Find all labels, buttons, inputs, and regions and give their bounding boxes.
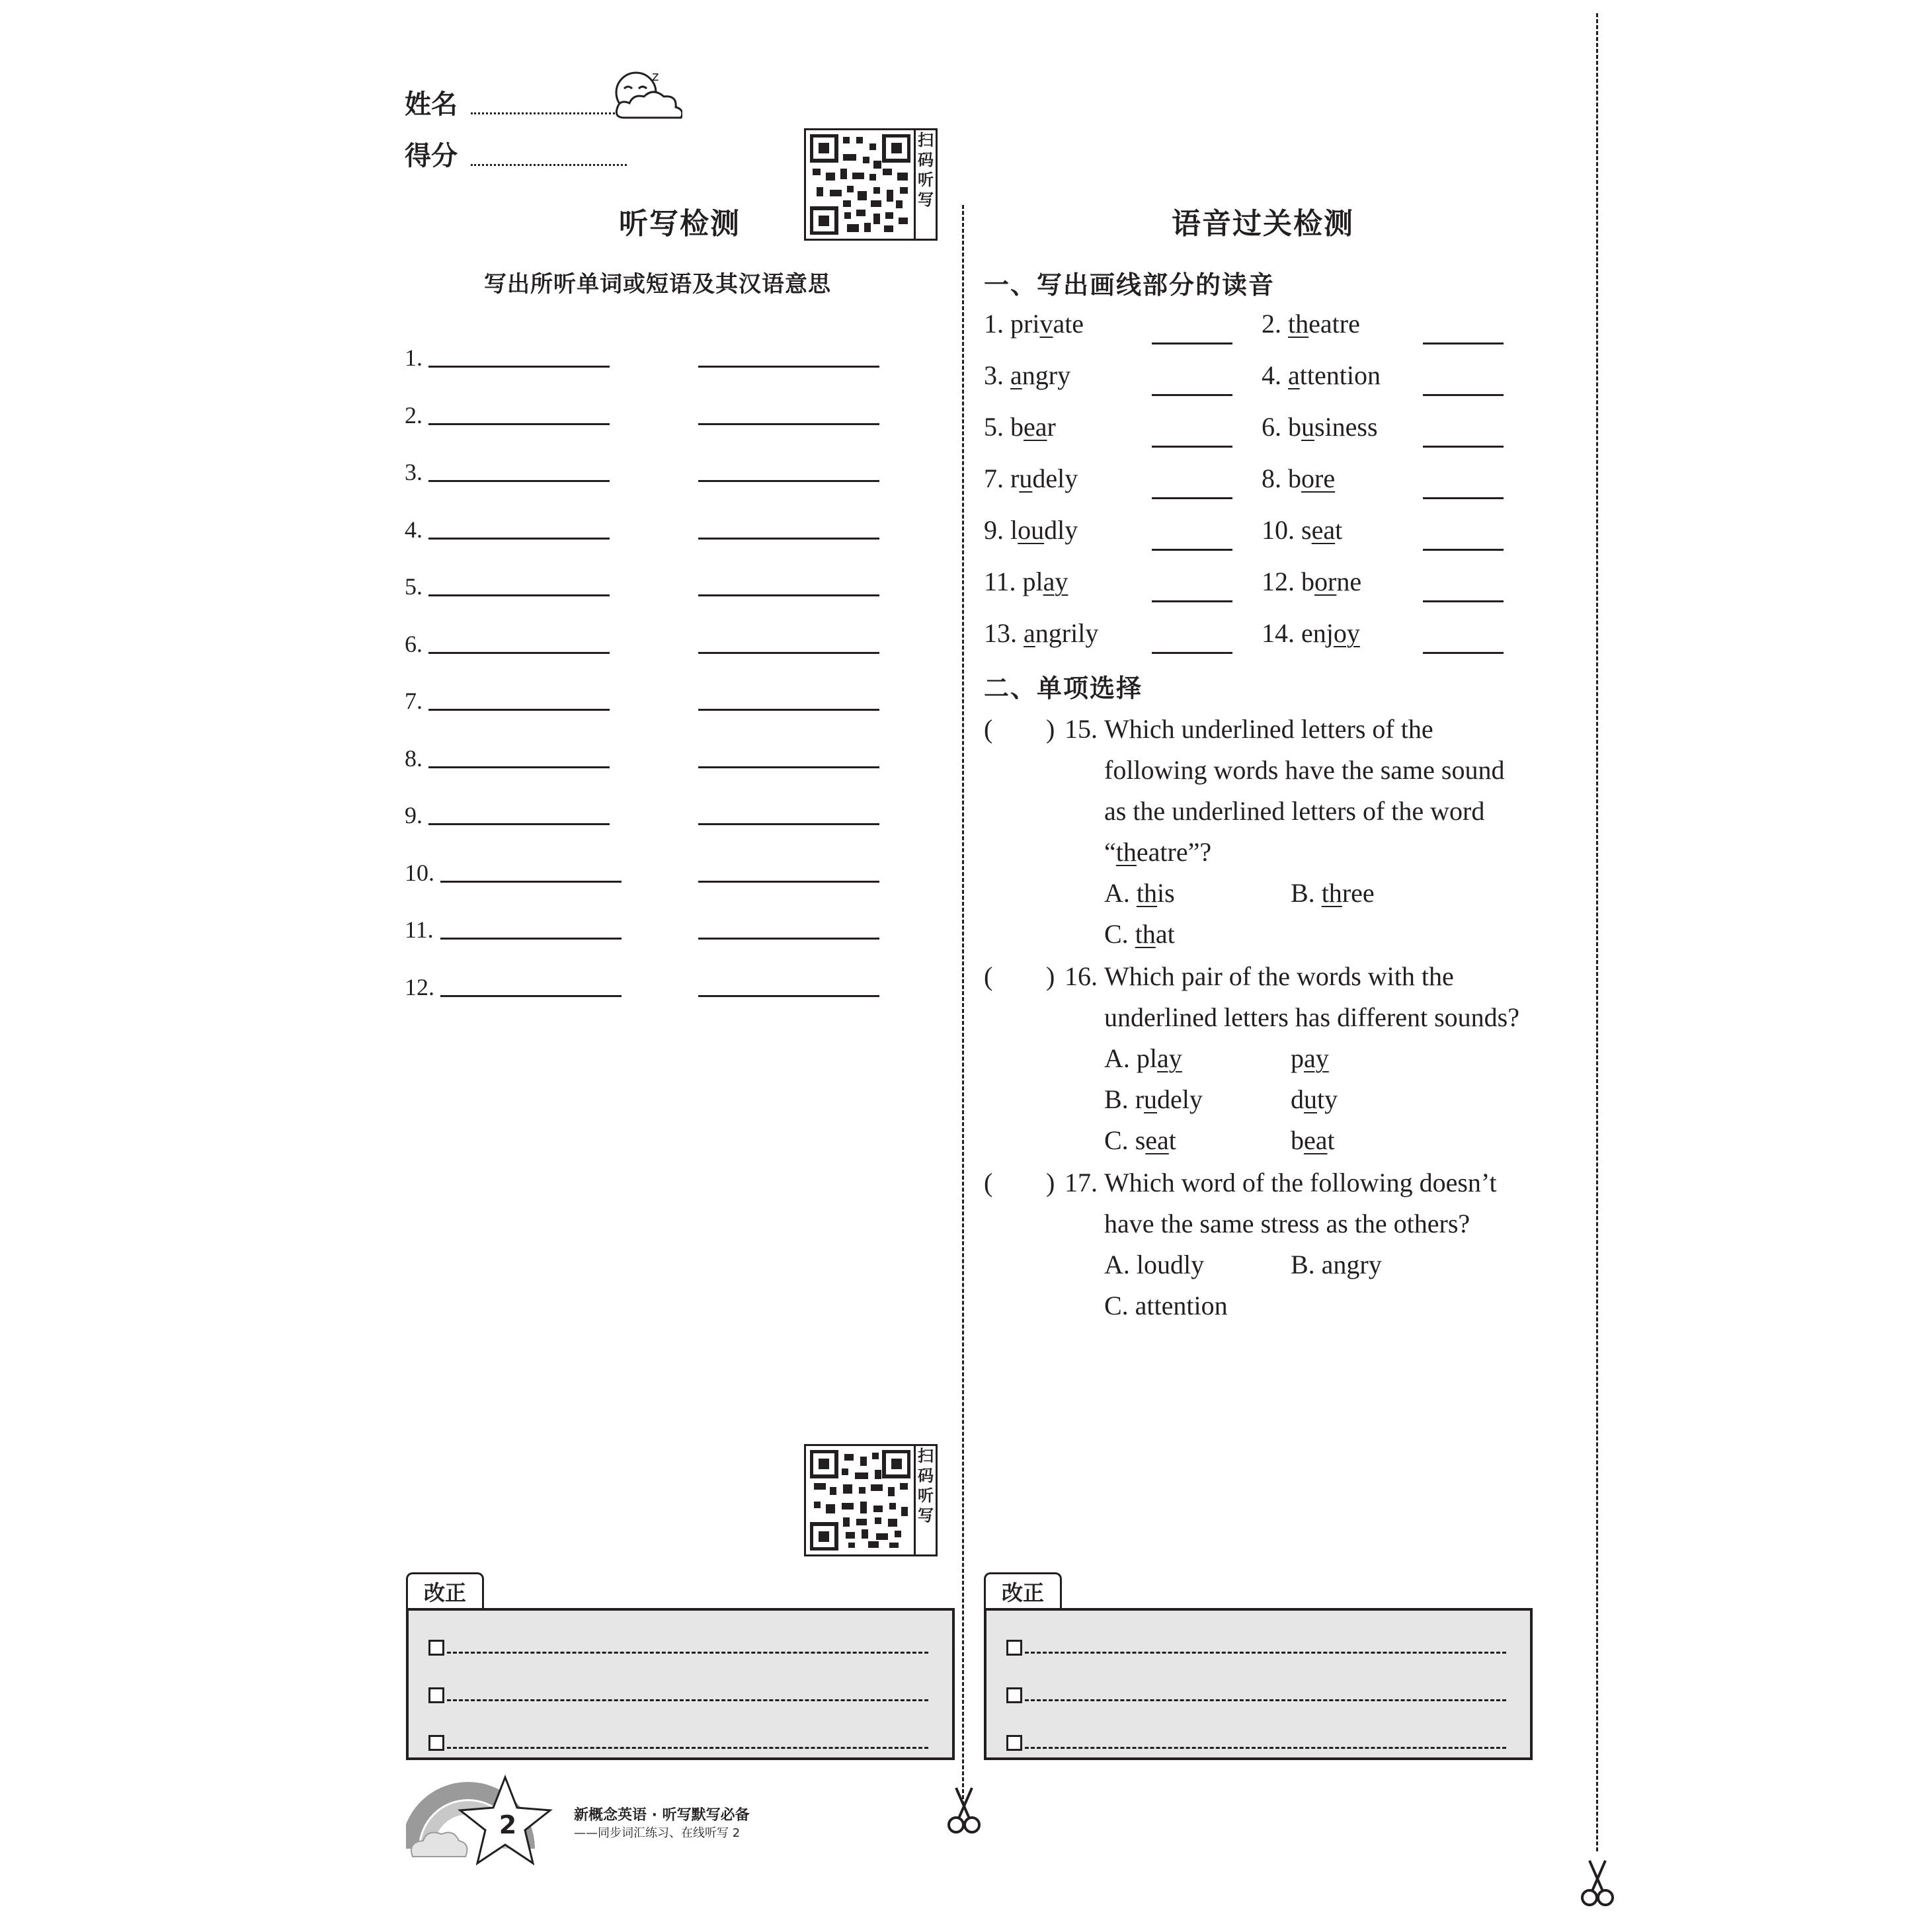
answer-paren-open[interactable]: (	[984, 961, 993, 991]
question-15-line-2: following words have the same sound	[1104, 755, 1505, 785]
q16-option-a[interactable]: A. play	[1104, 1043, 1182, 1073]
question-16-line-1: Which pair of the words with the	[1104, 961, 1454, 991]
checkbox[interactable]	[428, 1640, 444, 1656]
correction-box-left[interactable]	[406, 1608, 955, 1760]
phonetic-answer-line[interactable]	[1423, 342, 1504, 344]
dictation-row-number: 10.	[405, 859, 434, 886]
phonics-item: 9. loudly	[984, 515, 1078, 545]
phonics-title: 语音过关检测	[1172, 207, 1354, 241]
dictation-row-number: 6.	[405, 630, 423, 657]
phonetic-answer-line[interactable]	[1152, 446, 1232, 448]
phonetic-answer-line[interactable]	[1152, 652, 1232, 654]
meaning-answer-line[interactable]	[698, 881, 879, 883]
q15-option-b[interactable]: B. three	[1291, 878, 1375, 908]
dictation-row	[405, 789, 881, 829]
correction-line[interactable]	[428, 1682, 928, 1709]
meaning-answer-line[interactable]	[698, 423, 879, 425]
qr-label: 扫码听写	[914, 130, 936, 239]
question-15-line-3: as the underlined letters of the word	[1104, 796, 1485, 826]
answer-paren-open[interactable]: (	[984, 1168, 993, 1197]
rainbow-star-icon	[406, 1772, 565, 1871]
name-label: 姓名	[405, 89, 458, 120]
phonetic-answer-line[interactable]	[1423, 652, 1504, 654]
qr-code-icon	[810, 134, 910, 235]
question-17-line-1: Which word of the following doesn’t	[1104, 1168, 1497, 1197]
dictation-row	[405, 675, 881, 715]
q17-option-a[interactable]: A. loudly	[1104, 1250, 1205, 1279]
dictation-row	[405, 446, 881, 486]
meaning-answer-line[interactable]	[698, 823, 879, 825]
checkbox[interactable]	[1006, 1735, 1022, 1751]
qr-code-bottom[interactable]	[804, 1444, 938, 1556]
meaning-answer-line[interactable]	[698, 366, 879, 368]
qr-code-icon	[810, 1450, 910, 1550]
dictation-row-number: 3.	[405, 459, 423, 485]
q16-option-b[interactable]: B. rudely	[1104, 1084, 1203, 1114]
answer-paren-close: )	[1046, 714, 1055, 744]
word-answer-line[interactable]	[428, 366, 610, 368]
correction-tab-right: 改正	[984, 1572, 1062, 1613]
q15-option-c[interactable]: C. that	[1104, 919, 1175, 949]
right-cut-line	[1596, 13, 1598, 1851]
question-16-line-2: underlined letters has different sounds?	[1104, 1002, 1519, 1032]
word-answer-line[interactable]	[428, 766, 610, 768]
moon-cloud-icon	[604, 66, 682, 126]
phonetic-answer-line[interactable]	[1152, 600, 1232, 602]
phonics-item: 14. enjoy	[1262, 618, 1360, 648]
q17-option-c[interactable]: C. attention	[1104, 1291, 1228, 1320]
dictation-instruction: 写出所听单词或短语及其汉语意思	[484, 271, 831, 298]
dictation-row	[405, 733, 881, 772]
qr-label: 扫码听写	[914, 1446, 936, 1554]
dictation-row-number: 8.	[405, 745, 423, 772]
meaning-answer-line[interactable]	[698, 938, 879, 940]
phonics-item: 13. angrily	[984, 618, 1099, 648]
phonetic-answer-line[interactable]	[1423, 497, 1504, 499]
dictation-row-number: 1.	[405, 344, 423, 371]
correction-box-right[interactable]	[984, 1608, 1533, 1760]
q15-option-a[interactable]: A. this	[1104, 878, 1175, 908]
meaning-answer-line[interactable]	[698, 480, 879, 482]
word-answer-line[interactable]	[428, 652, 610, 654]
phonics-item: 10. seat	[1262, 515, 1343, 545]
phonetic-answer-line[interactable]	[1152, 497, 1232, 499]
page-number: 2	[499, 1810, 517, 1839]
q16-option-a-pair: pay	[1291, 1043, 1329, 1073]
correction-line[interactable]	[1006, 1730, 1506, 1756]
question-15-number: 15.	[1065, 714, 1098, 744]
q16-option-c-pair: beat	[1291, 1125, 1335, 1155]
meaning-answer-line[interactable]	[698, 652, 879, 654]
correction-tab-left: 改正	[406, 1572, 484, 1613]
correction-line[interactable]	[1006, 1634, 1506, 1661]
phonetic-answer-line[interactable]	[1423, 394, 1504, 396]
score-field[interactable]	[471, 164, 627, 166]
checkbox[interactable]	[428, 1735, 444, 1751]
dictation-row	[405, 504, 881, 543]
score-label: 得分	[405, 141, 458, 171]
dictation-row	[405, 389, 881, 429]
qr-code-top[interactable]	[804, 128, 938, 241]
scissors-icon	[946, 1785, 983, 1835]
phonetic-answer-line[interactable]	[1152, 549, 1232, 551]
dictation-row	[405, 332, 881, 372]
section-2-heading: 二、单项选择	[984, 674, 1143, 703]
book-subtitle: ——同步词汇练习、在线听写 2	[574, 1826, 741, 1840]
svg-text:z: z	[652, 68, 659, 84]
word-answer-line[interactable]	[428, 480, 610, 482]
word-answer-line[interactable]	[440, 881, 622, 883]
phonetic-answer-line[interactable]	[1423, 600, 1504, 602]
dictation-row-number: 2.	[405, 401, 423, 428]
dictation-row-number: 12.	[405, 973, 434, 1000]
phonics-item: 6. business	[1262, 412, 1378, 442]
q16-option-b-pair: duty	[1291, 1084, 1338, 1114]
section-1-heading: 一、写出画线部分的读音	[984, 270, 1275, 300]
question-15-quote: “theatre”?	[1104, 837, 1212, 867]
checkbox[interactable]	[428, 1687, 444, 1703]
book-title: 新概念英语 · 听写默写必备	[574, 1807, 750, 1824]
checkbox[interactable]	[1006, 1640, 1022, 1656]
question-16-number: 16.	[1065, 961, 1098, 991]
phonics-item: 1. private	[984, 309, 1084, 339]
correction-line[interactable]	[1006, 1682, 1506, 1709]
question-15-line-1: Which underlined letters of the	[1104, 714, 1433, 744]
question-15	[984, 709, 992, 750]
phonics-item: 3. angry	[984, 360, 1071, 390]
word-answer-line[interactable]	[428, 423, 610, 425]
answer-paren-close: )	[1046, 1168, 1055, 1197]
dictation-row-number: 5.	[405, 573, 423, 600]
word-answer-line[interactable]	[428, 538, 610, 540]
phonics-item: 2. theatre	[1262, 309, 1360, 339]
word-answer-line[interactable]	[428, 823, 610, 825]
scissors-icon	[1579, 1858, 1616, 1908]
dictation-row	[405, 904, 881, 944]
dictation-row-number: 7.	[405, 688, 423, 714]
phonics-item: 5. bear	[984, 412, 1056, 442]
center-cut-line	[962, 205, 964, 1805]
phonetic-answer-line[interactable]	[1152, 342, 1232, 344]
dictation-row-number: 9.	[405, 802, 423, 828]
dictation-row	[405, 618, 881, 658]
meaning-answer-line[interactable]	[698, 995, 879, 997]
phonetic-answer-line[interactable]	[1152, 394, 1232, 396]
question-17-number: 17.	[1065, 1168, 1098, 1197]
q16-option-c[interactable]: C. seat	[1104, 1125, 1176, 1155]
phonics-item: 12. borne	[1262, 567, 1362, 596]
q17-option-b[interactable]: B. angry	[1291, 1250, 1382, 1279]
meaning-answer-line[interactable]	[698, 594, 879, 596]
dictation-title: 听写检测	[619, 207, 741, 241]
word-answer-line[interactable]	[440, 995, 622, 997]
phonics-item: 8. bore	[1262, 463, 1336, 493]
phonics-item: 4. attention	[1262, 360, 1381, 390]
meaning-answer-line[interactable]	[698, 766, 879, 768]
word-answer-line[interactable]	[440, 938, 622, 940]
word-answer-line[interactable]	[428, 709, 610, 711]
phonetic-answer-line[interactable]	[1423, 549, 1504, 551]
meaning-answer-line[interactable]	[698, 709, 879, 711]
dictation-row	[405, 847, 881, 887]
dictation-row	[405, 561, 881, 600]
correction-line[interactable]	[428, 1730, 928, 1756]
correction-line[interactable]	[428, 1634, 928, 1661]
answer-paren-close: )	[1046, 961, 1055, 991]
checkbox[interactable]	[1006, 1687, 1022, 1703]
name-field[interactable]	[471, 112, 627, 114]
dictation-row	[405, 961, 881, 1001]
phonics-item: 11. play	[984, 567, 1068, 596]
dictation-row-number: 11.	[405, 916, 434, 943]
word-answer-line[interactable]	[428, 594, 610, 596]
dictation-row-number: 4.	[405, 516, 423, 543]
question-17-line-2: have the same stress as the others?	[1104, 1209, 1470, 1238]
phonics-item: 7. rudely	[984, 463, 1078, 493]
phonetic-answer-line[interactable]	[1423, 446, 1504, 448]
meaning-answer-line[interactable]	[698, 538, 879, 540]
answer-paren-open[interactable]: (	[984, 714, 993, 744]
